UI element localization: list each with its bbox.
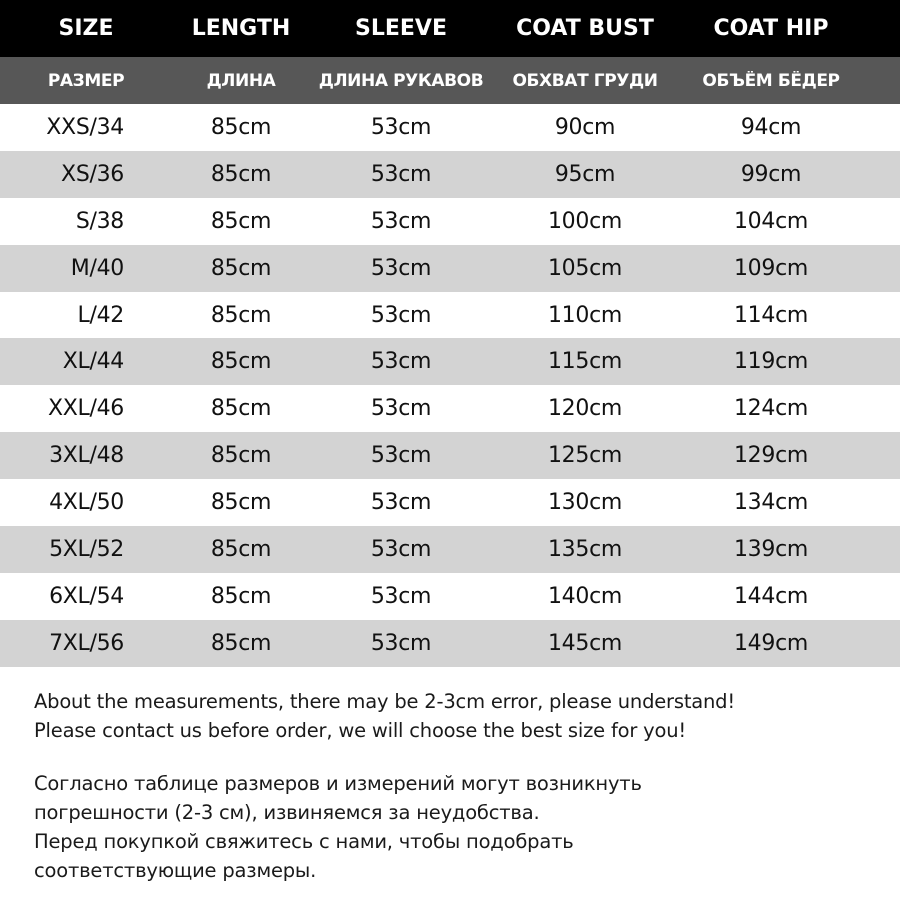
hip-cell: 149cm xyxy=(733,630,809,656)
bust-cell: 135cm xyxy=(547,536,623,562)
bust-cell: 115cm xyxy=(547,349,623,375)
sleeve-cell: 53cm xyxy=(370,114,432,140)
hip-cell: 134cm xyxy=(733,490,809,516)
header-length: LENGTH xyxy=(191,16,291,41)
length-cell: 85cm xyxy=(210,630,272,656)
size-cell: L/42 xyxy=(77,302,124,328)
length-cell: 85cm xyxy=(210,349,272,375)
length-cell: 85cm xyxy=(210,302,272,328)
sleeve-cell: 53cm xyxy=(370,302,432,328)
table-row xyxy=(0,526,900,573)
hip-cell: 94cm xyxy=(740,114,802,140)
hip-cell: 144cm xyxy=(733,583,809,609)
header-ru-size: РАЗМЕР xyxy=(47,70,125,91)
table-row xyxy=(0,292,900,339)
bust-cell: 145cm xyxy=(547,630,623,656)
note-ru-line-2: погрешности (2-3 см), извиняемся за неудобства. xyxy=(34,801,540,824)
header-ru-sleeve: ДЛИНА РУКАВОВ xyxy=(318,70,484,91)
bust-cell: 120cm xyxy=(547,396,623,422)
table-row xyxy=(0,245,900,292)
sleeve-cell: 53cm xyxy=(370,583,432,609)
table-row xyxy=(0,104,900,151)
header-row-russian xyxy=(0,57,900,104)
sleeve-cell: 53cm xyxy=(370,396,432,422)
size-cell: S/38 xyxy=(75,208,124,234)
size-cell: XS/36 xyxy=(61,161,124,187)
size-cell: 4XL/50 xyxy=(49,490,124,516)
length-cell: 85cm xyxy=(210,161,272,187)
sleeve-cell: 53cm xyxy=(370,490,432,516)
size-cell: 6XL/54 xyxy=(49,583,124,609)
size-cell: M/40 xyxy=(70,255,124,281)
length-cell: 85cm xyxy=(210,208,272,234)
header-ru-bust: ОБХВАТ ГРУДИ xyxy=(512,70,658,91)
hip-cell: 109cm xyxy=(733,255,809,281)
hip-cell: 114cm xyxy=(733,302,809,328)
length-cell: 85cm xyxy=(210,536,272,562)
sleeve-cell: 53cm xyxy=(370,536,432,562)
bust-cell: 110cm xyxy=(547,302,623,328)
bust-cell: 95cm xyxy=(554,161,616,187)
bust-cell: 105cm xyxy=(547,255,623,281)
bust-cell: 140cm xyxy=(547,583,623,609)
length-cell: 85cm xyxy=(210,490,272,516)
size-cell: 3XL/48 xyxy=(49,443,124,469)
length-cell: 85cm xyxy=(210,114,272,140)
sleeve-cell: 53cm xyxy=(370,349,432,375)
header-ru-length: ДЛИНА xyxy=(206,70,276,91)
hip-cell: 104cm xyxy=(733,208,809,234)
table-row xyxy=(0,198,900,245)
hip-cell: 139cm xyxy=(733,536,809,562)
header-ru-hip: ОБЪЁМ БЁДЕР xyxy=(702,70,840,91)
bust-cell: 130cm xyxy=(547,490,623,516)
table-row xyxy=(0,151,900,198)
size-cell: XXS/34 xyxy=(46,114,124,140)
table-row xyxy=(0,432,900,479)
length-cell: 85cm xyxy=(210,255,272,281)
size-cell: XXL/46 xyxy=(47,396,124,422)
size-cell: 7XL/56 xyxy=(49,630,124,656)
sleeve-cell: 53cm xyxy=(370,208,432,234)
sleeve-cell: 53cm xyxy=(370,255,432,281)
sleeve-cell: 53cm xyxy=(370,443,432,469)
length-cell: 85cm xyxy=(210,583,272,609)
sleeve-cell: 53cm xyxy=(370,630,432,656)
note-ru-line-4: соответствующие размеры. xyxy=(34,859,317,882)
notes-spacer xyxy=(34,745,884,769)
table-row xyxy=(0,479,900,526)
measurement-notes xyxy=(34,687,884,885)
table-row xyxy=(0,573,900,620)
bust-cell: 90cm xyxy=(554,114,616,140)
sleeve-cell: 53cm xyxy=(370,161,432,187)
hip-cell: 124cm xyxy=(733,396,809,422)
hip-cell: 99cm xyxy=(740,161,802,187)
length-cell: 85cm xyxy=(210,396,272,422)
note-en-line-2: Please contact us before order, we will choose the best size for you! xyxy=(34,719,686,742)
bust-cell: 100cm xyxy=(547,208,623,234)
length-cell: 85cm xyxy=(210,443,272,469)
header-sleeve: SLEEVE xyxy=(355,16,447,41)
hip-cell: 129cm xyxy=(733,443,809,469)
header-row-english xyxy=(0,0,900,57)
header-size: SIZE xyxy=(58,16,114,41)
hip-cell: 119cm xyxy=(733,349,809,375)
table-row xyxy=(0,338,900,385)
header-coat-hip: COAT HIP xyxy=(713,16,829,41)
table-row xyxy=(0,385,900,432)
size-cell: 5XL/52 xyxy=(49,536,124,562)
size-cell: XL/44 xyxy=(62,349,124,375)
bust-cell: 125cm xyxy=(547,443,623,469)
header-coat-bust: COAT BUST xyxy=(516,16,654,41)
table-row xyxy=(0,620,900,667)
note-ru-line-3: Перед покупкой свяжитесь с нами, чтобы подобрать xyxy=(34,830,574,853)
note-ru-line-1: Согласно таблице размеров и измерений могут возникнуть xyxy=(34,772,642,795)
note-en-line-1: About the measurements, there may be 2-3cm error, please understand! xyxy=(34,690,735,713)
